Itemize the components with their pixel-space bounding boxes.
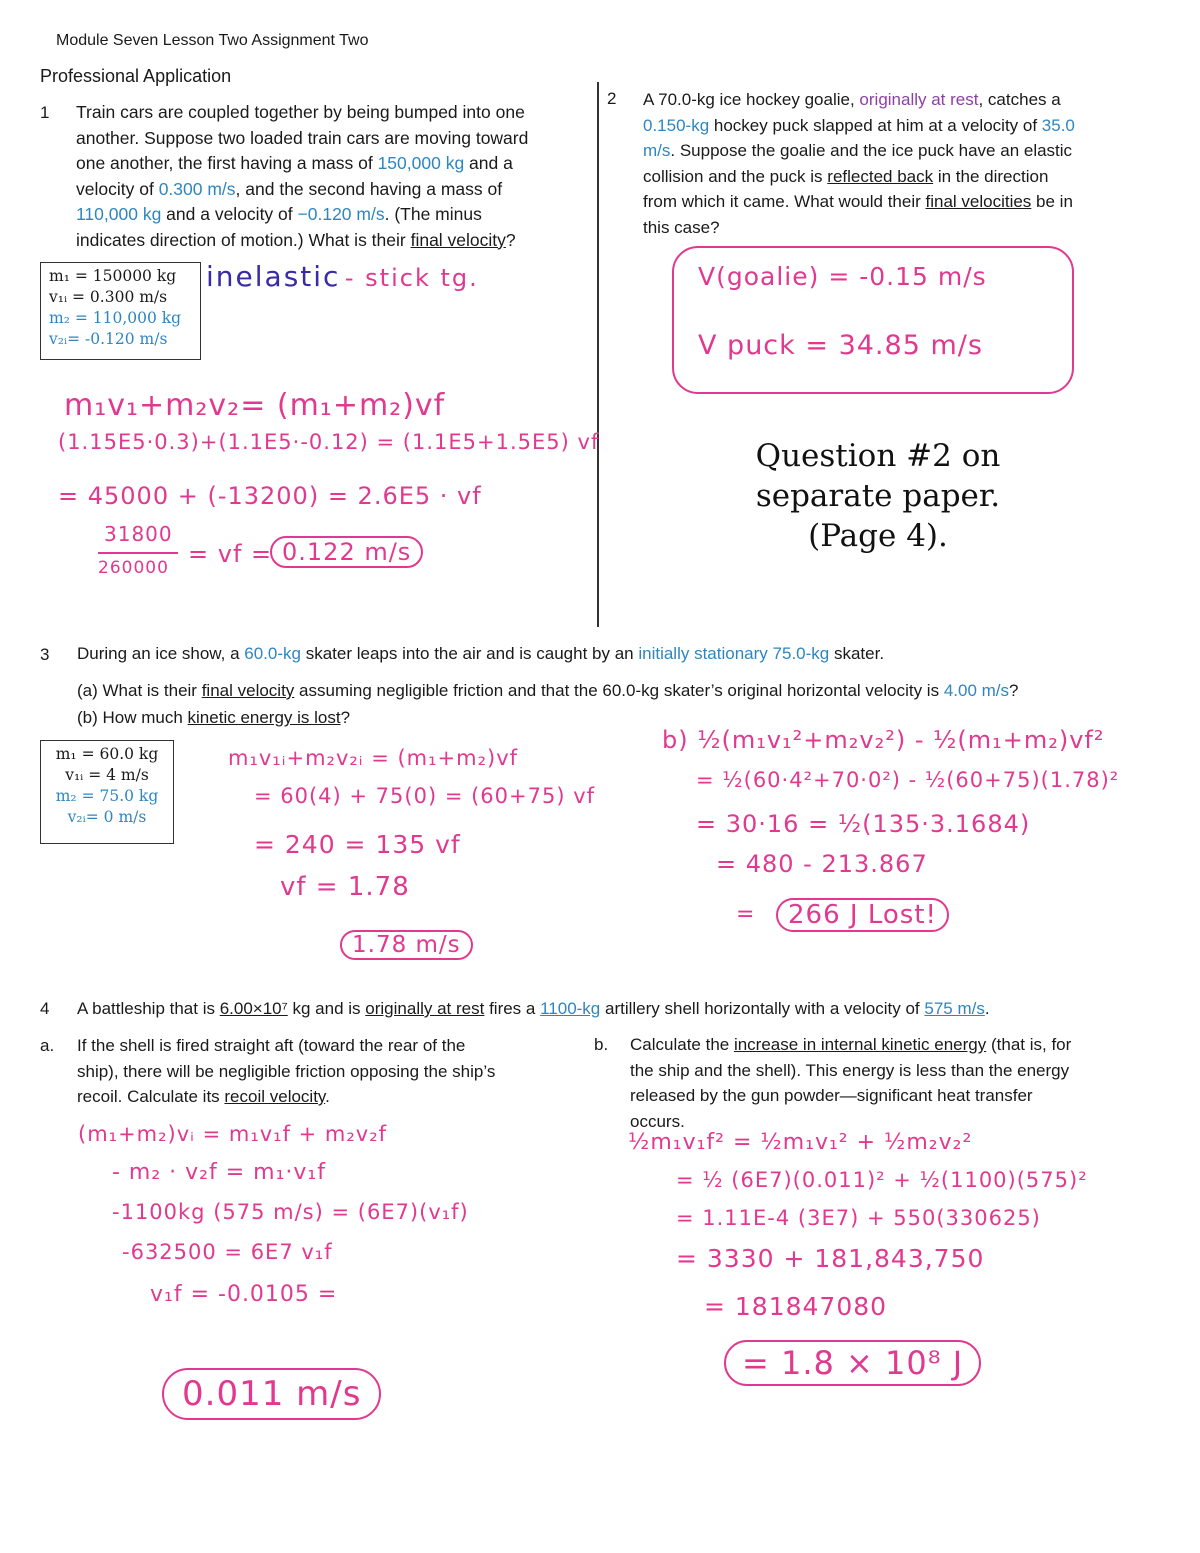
q3-work-a-line3: = 240 = 135 vf [254,830,461,859]
q4b-work-line3: = 1.11E-4 (3E7) + 550(330625) [676,1206,1041,1230]
q1-work-numerator: 31800 [104,522,173,546]
q1-work-denominator: 260000 [98,558,169,578]
q3-answer-a: 1.78 m/s [340,930,473,960]
q3-intro: During an ice show, a 60.0-kg skater leaps into the air and is caught by an initially stationary 75.0-kg skater. [77,644,885,663]
q1-work-line3: = 45000 + (-13200) = 2.6E5 · vf [58,482,482,510]
section-title: Professional Application [40,66,232,86]
q4a-work-line2: - m₂ · v₂f = m₁·v₁f [112,1160,326,1185]
q4b-work-line1: ½m₁v₁f² = ½m₁v₁² + ½m₂v₂² [628,1130,973,1155]
q3-work-a-line2: = 60(4) + 75(0) = (60+75) vf [254,784,596,808]
q3-work-b-line2: = ½(60·4²+70·0²) - ½(60+75)(1.78)² [696,768,1120,792]
q1-text: Train cars are coupled together by being bumped into one another. Suppose two loaded train cars are moving toward one another, the first having a mass of 150,000 kg and a velocity of 0.300 m/s, and the second having a mass of 110,000 kg and a velocity of −0.120 m/s. (The minus indicates direction of motion.) What is their final velocity? [76,102,529,250]
q4a-text: If the shell is fired straight aft (toward the rear of the ship), there will be negligible friction opposing the ship’s recoil. Calculate its recoil velocity. [77,1036,496,1106]
q2-answer-goalie: V(goalie) = -0.15 m/s [698,262,987,291]
column-divider [597,82,599,627]
q3-work-a-line1: m₁v₁ᵢ+m₂v₂ᵢ = (m₁+m₂)vf [228,746,519,770]
q3-answer-b: 266 J Lost! [776,898,949,932]
q1-answer: 0.122 m/s [270,536,423,568]
q4b-work-line4: = 3330 + 181,843,750 [676,1244,985,1273]
q4b-label: b. [594,1035,609,1054]
q3-part-b: (b) How much kinetic energy is lost? [77,708,351,727]
q3-work-b-line1: b) ½(m₁v₁²+m₂v₂²) - ½(m₁+m₂)vf² [662,726,1105,754]
q1-given-box: m₁ = 150000 kg v₁ᵢ = 0.300 m/s m₂ = 110,000 kg v₂ᵢ= -0.120 m/s [40,262,201,360]
q3-number: 3 [40,645,50,664]
q1-work-equals: = vf = [188,540,273,568]
q4a-work-line1: (m₁+m₂)vᵢ = m₁v₁f + m₂v₂f [78,1122,388,1146]
q4a-answer: 0.011 m/s [162,1368,381,1420]
q4a-work-line4: -632500 = 6E7 v₁f [122,1240,333,1264]
q3-work-b-line4: = 480 - 213.867 [716,850,928,878]
q1-note: inelastic - stick tg. [206,260,479,293]
q4b-work-line5: = 181847080 [704,1292,888,1321]
q2-separate-note: Question #2 on separate paper. (Page 4). [755,438,1001,554]
q1-work-line2: (1.15E5·0.3)+(1.1E5·-0.12) = (1.1E5+1.5E5) vf [58,430,600,454]
q4a-label: a. [40,1036,55,1055]
q2-number: 2 [607,89,617,108]
q2-text: A 70.0-kg ice hockey goalie, originally at rest, catches a 0.150-kg hockey puck slapped at him at a velocity of 35.0 m/s. Suppose the goalie and the ice puck have an elastic collision and the puck is reflected back in the direction from which it came. What would their final velocities be in this case? [643,90,1075,237]
q4b-work-line2: = ½ (6E7)(0.011)² + ½(1100)(575)² [676,1168,1088,1192]
q3-part-a: (a) What is their final velocity assuming negligible friction and that the 60.0-kg skater’s original horizontal velocity is 4.00 m/s? [77,681,1019,700]
q3-work-b-line3: = 30·16 = ½(135·3.1684) [696,810,1031,838]
q1-number: 1 [40,103,50,122]
q4b-answer: = 1.8 × 10⁸ J [724,1340,981,1386]
q2-answer-puck: V puck = 34.85 m/s [698,330,983,361]
q3-work-a-line4: vf = 1.78 [280,872,410,902]
q3-work-b-equals: = [736,902,756,927]
page-title: Module Seven Lesson Two Assignment Two [56,32,369,49]
q4-number: 4 [40,999,50,1018]
q4-intro: A battleship that is 6.00×10⁷ kg and is originally at rest fires a 1100-kg artillery shell horizontally with a velocity of 575 m/s. [77,999,990,1018]
fraction-bar [98,552,178,554]
q4b-text: Calculate the increase in internal kinetic energy (that is, for the ship and the shell). This energy is less than the energy released by the gun powder—significant heat transfer occurs. [630,1035,1072,1131]
q4a-work-line3: -1100kg (575 m/s) = (6E7)(v₁f) [112,1200,469,1224]
q4a-work-line5: v₁f = -0.0105 = [150,1282,338,1307]
q3-given-box: m₁ = 60.0 kg v₁ᵢ = 4 m/s m₂ = 75.0 kg v₂ᵢ= 0 m/s [40,740,174,844]
q1-work-line1: m₁v₁+m₂v₂= (m₁+m₂)vf [64,388,446,423]
